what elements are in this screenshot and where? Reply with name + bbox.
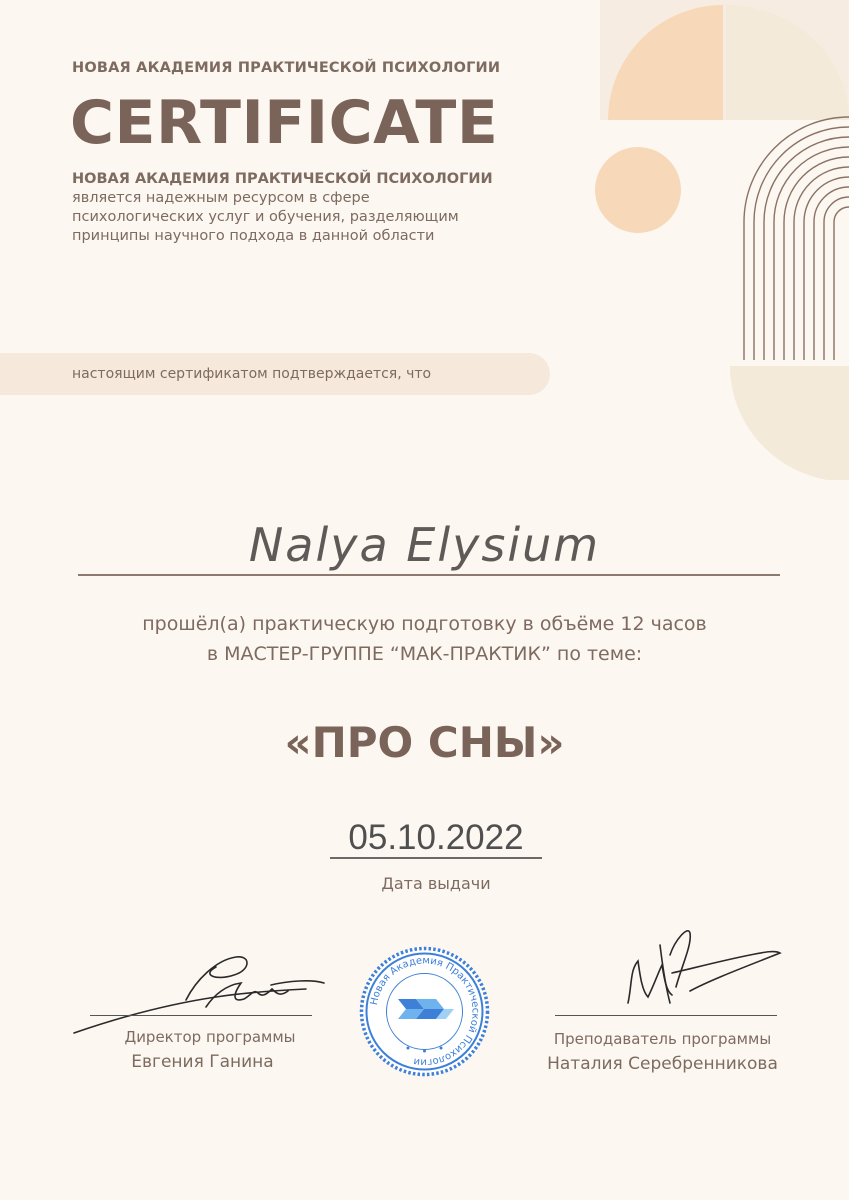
issue-date: 05.10.2022: [348, 818, 524, 857]
course-topic: «ПРО СНЫ»: [284, 718, 565, 767]
recipient-name: Nalya Elysium: [248, 518, 601, 572]
director-role: Директор программы: [124, 1028, 296, 1046]
academy-name-top: НОВАЯ АКАДЕМИЯ ПРАКТИЧЕСКОЙ ПСИХОЛОГИИ: [72, 60, 501, 76]
academy-seal: [358, 945, 491, 1078]
director-signature-line: [90, 1015, 312, 1016]
academy-description: [72, 170, 522, 246]
course-hours-text: прошёл(а) практическую подготовку в объёме 12 часов: [142, 613, 707, 635]
director-name: Евгения Ганина: [131, 1052, 274, 1072]
course-group-text: в МАСТЕР-ГРУППЕ “МАК-ПРАКТИК” по теме:: [206, 643, 643, 665]
seal-text: Новая Академия Практической Психологии: [368, 955, 481, 1068]
academy-name-second: НОВАЯ АКАДЕМИЯ ПРАКТИЧЕСКОЙ ПСИХОЛОГИИ: [72, 171, 493, 187]
certificate-title: CERTIFICATE: [70, 88, 499, 158]
decorative-shapes: [590, 0, 849, 480]
teacher-signature: [600, 925, 790, 1015]
confirm-text: настоящим сертификатом подтверждается, что: [72, 366, 432, 382]
description-line: принципы научного подхода в данной области: [72, 228, 435, 244]
teacher-role: Преподаватель программы: [553, 1030, 772, 1048]
description-line: является надежным ресурсом в сфере: [72, 190, 370, 206]
description-line: психологических услуг и обучения, разделяющим: [72, 209, 459, 225]
recipient-underline: [78, 574, 780, 576]
teacher-name: Наталия Серебренникова: [547, 1054, 778, 1074]
issue-date-underline: [330, 857, 542, 859]
issue-date-label: Дата выдачи: [381, 874, 491, 893]
teacher-signature-line: [555, 1015, 777, 1016]
director-signature: [66, 945, 336, 1040]
